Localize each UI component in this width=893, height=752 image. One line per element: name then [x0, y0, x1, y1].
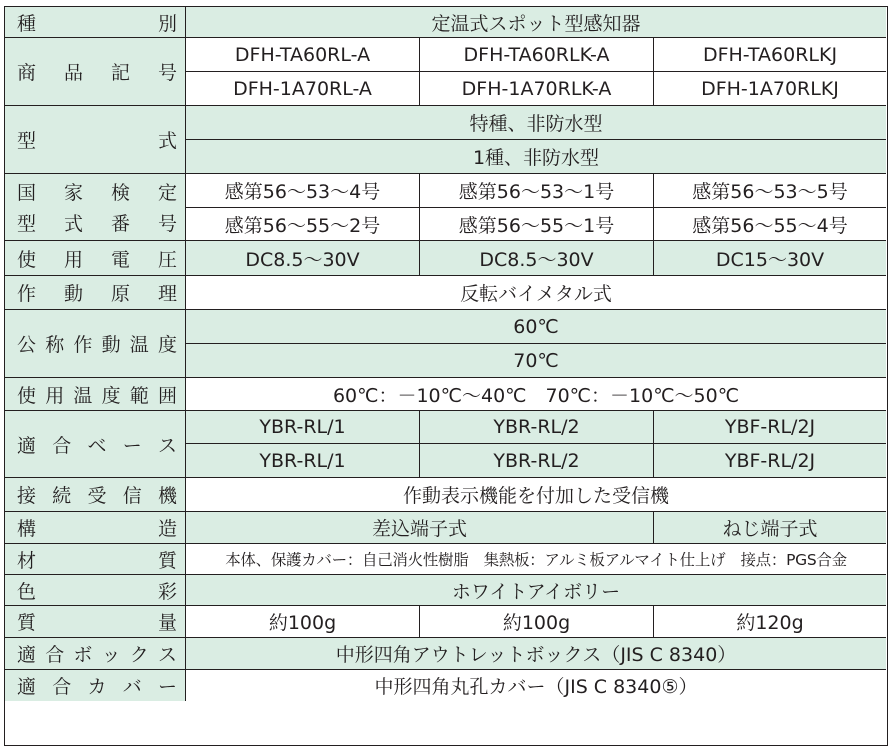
label-char: ボ — [73, 644, 93, 666]
structure-cell: ねじ端子式 — [654, 512, 886, 544]
model-cell: DFH-1A70RL-A — [186, 72, 420, 106]
label-char: 品 — [63, 62, 83, 84]
base-cell: YBR-RL/1 — [186, 444, 420, 478]
label-char: 型 — [17, 213, 37, 235]
label-char: 型 — [17, 130, 37, 152]
mass-cell: 約100g — [420, 606, 654, 638]
temp-cell: 60℃ — [186, 310, 886, 344]
label-char: 式 — [157, 130, 177, 152]
model-cell: DFH-1A70RLK-A — [420, 72, 654, 106]
label-char: 作 — [73, 334, 93, 356]
label-char: ス — [157, 644, 177, 666]
label-char: 色 — [17, 580, 37, 603]
value-cover: 中形四角丸孔カバー（JIS C 8340⑤） — [186, 670, 886, 701]
label-line — [17, 209, 177, 236]
label-char: 動 — [101, 334, 121, 356]
label-type — [5, 7, 186, 38]
label-char: 合 — [52, 434, 72, 457]
label-char: 受 — [87, 485, 107, 507]
label-char: ー — [157, 676, 177, 698]
value-principle: 反転バイメタル式 — [186, 276, 886, 310]
label-char: 理 — [157, 283, 177, 305]
label-color — [5, 575, 186, 606]
label-char: 別 — [157, 12, 177, 35]
label-char: 商 — [17, 62, 37, 84]
label-char: カ — [87, 676, 107, 698]
label-char: 量 — [157, 612, 177, 634]
format-cell: 特種、非防水型 — [186, 106, 886, 140]
label-char: 適 — [17, 676, 37, 698]
label-char: 使 — [17, 384, 37, 407]
label-char: 家 — [63, 182, 83, 204]
label-char: 圧 — [157, 248, 177, 271]
label-char: バ — [122, 676, 142, 698]
label-structure — [5, 512, 186, 544]
label-char: 接 — [17, 485, 37, 507]
label-char: 国 — [17, 182, 37, 204]
label-char: 称 — [45, 334, 65, 356]
label-char: 定 — [157, 182, 177, 204]
voltage-cell: DC8.5～30V — [420, 241, 654, 276]
value-range: 60℃：－10℃～40℃ 70℃：－10℃～50℃ — [186, 378, 886, 411]
label-range — [5, 378, 186, 411]
label-char: 適 — [17, 434, 37, 457]
mass-cell: 約100g — [186, 606, 420, 638]
label-model — [5, 38, 186, 106]
label-char: ー — [122, 434, 142, 457]
label-char: 質 — [17, 612, 37, 634]
base-cell: YBR-RL/1 — [186, 411, 420, 444]
label-char: 合 — [45, 644, 65, 666]
mass-cell: 約120g — [654, 606, 886, 638]
cert-cell: 感第56～55～2号 — [186, 208, 420, 241]
model-cell: DFH-TA60RLKJ — [654, 38, 886, 72]
label-char: ス — [157, 434, 177, 457]
label-char: 合 — [52, 676, 72, 698]
label-char: 動 — [63, 283, 83, 305]
label-char: 検 — [110, 182, 130, 204]
base-cell: YBR-RL/2 — [420, 444, 654, 478]
label-mass — [5, 606, 186, 638]
cert-cell: 感第56～53～4号 — [186, 174, 420, 208]
label-format — [5, 106, 186, 174]
label-char: 機 — [157, 485, 177, 507]
label-char: 度 — [157, 334, 177, 356]
cert-cell: 感第56～55～1号 — [420, 208, 654, 241]
label-line — [17, 178, 177, 205]
label-char: 用 — [63, 248, 83, 271]
label-char: 囲 — [157, 384, 177, 407]
label-char: 号 — [157, 62, 177, 84]
label-cert — [5, 174, 186, 241]
base-cell: YBF-RL/2J — [654, 444, 886, 478]
label-char: ッ — [101, 644, 121, 666]
base-cell: YBR-RL/2 — [420, 411, 654, 444]
label-char: 続 — [52, 485, 72, 507]
label-char: 原 — [110, 283, 130, 305]
label-char: 使 — [17, 248, 37, 271]
cert-cell: 感第56～55～4号 — [654, 208, 886, 241]
label-receiver — [5, 478, 186, 512]
voltage-cell: DC15～30V — [654, 241, 886, 276]
label-char: 式 — [63, 213, 83, 235]
value-material: 本体、保護カバー：自己消火性樹脂 集熱板：アルミ板アルマイト仕上げ 接点：PGS合金 — [186, 544, 886, 575]
label-char: 度 — [101, 384, 121, 407]
cert-cell: 感第56～53～5号 — [654, 174, 886, 208]
model-cell: DFH-1A70RLKJ — [654, 72, 886, 106]
base-cell: YBF-RL/2J — [654, 411, 886, 444]
label-char: 範 — [129, 384, 149, 407]
label-char: 彩 — [157, 580, 177, 603]
label-char: 作 — [17, 283, 37, 305]
label-char: 公 — [17, 334, 37, 356]
format-cell: 1種、非防水型 — [186, 140, 886, 174]
voltage-cell: DC8.5～30V — [186, 241, 420, 276]
cert-cell: 感第56～53～1号 — [420, 174, 654, 208]
value-receiver: 作動表示機能を付加した受信機 — [186, 478, 886, 512]
label-material — [5, 544, 186, 575]
value-type: 定温式スポット型感知器 — [186, 7, 886, 38]
label-char: 材 — [17, 549, 37, 572]
structure-cell: 差込端子式 — [186, 512, 654, 544]
label-box — [5, 638, 186, 670]
label-char: ク — [129, 644, 149, 666]
model-cell: DFH-TA60RL-A — [186, 38, 420, 72]
label-char: 信 — [122, 485, 142, 507]
label-char: 電 — [110, 248, 130, 271]
temp-cell: 70℃ — [186, 344, 886, 378]
label-char: 適 — [17, 644, 37, 666]
label-char: 番 — [110, 213, 130, 235]
label-cover — [5, 670, 186, 701]
value-color: ホワイトアイボリー — [186, 575, 886, 606]
spec-table — [4, 6, 888, 746]
label-char: 構 — [17, 518, 37, 540]
label-char: 号 — [157, 213, 177, 235]
model-cell: DFH-TA60RLK-A — [420, 38, 654, 72]
label-voltage — [5, 241, 186, 276]
label-principle — [5, 276, 186, 310]
label-base — [5, 411, 186, 478]
label-char: 質 — [157, 549, 177, 572]
label-char: 用 — [45, 384, 65, 407]
label-temp — [5, 310, 186, 378]
label-char: ベ — [87, 434, 107, 457]
value-box: 中形四角アウトレットボックス（JIS C 8340） — [186, 638, 886, 670]
label-char: 記 — [110, 62, 130, 84]
label-char: 温 — [73, 384, 93, 407]
label-char: 種 — [17, 12, 37, 35]
label-char: 造 — [157, 518, 177, 540]
label-char: 温 — [129, 334, 149, 356]
